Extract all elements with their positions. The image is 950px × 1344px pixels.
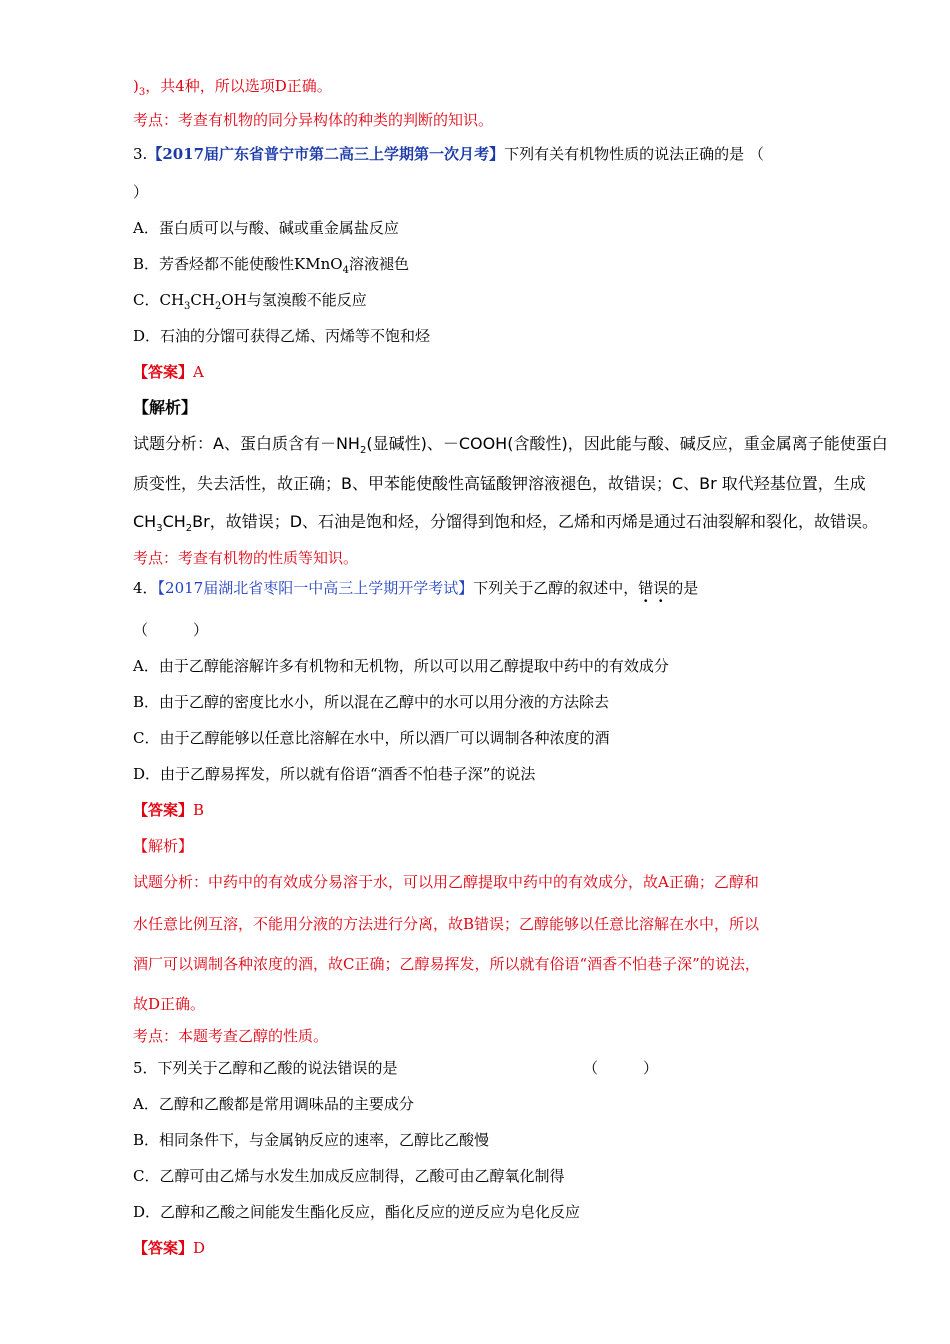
question-3-answer: [133, 362, 910, 382]
question-text: 5．下列关于乙醇和乙酸的说法错误的是: [133, 1059, 398, 1077]
question-5-option-d: D．乙醇和乙酸之间能发生酯化反应，酯化反应的逆反应为皂化反应: [133, 1203, 581, 1221]
subscript: 3: [184, 301, 191, 312]
question-text: 下列关于乙醇的叙述中，: [473, 579, 639, 597]
text-fragment: ): [133, 77, 139, 95]
question-4-paren: （ ）: [133, 621, 209, 639]
prev-answer-tail: [133, 76, 910, 103]
question-3-analysis-line-1: [133, 434, 910, 461]
answer-paren: （ ）: [583, 1059, 659, 1077]
question-3-analysis-line-3: [133, 512, 910, 539]
question-text: 下列有关有机物性质的说法正确的是 （: [504, 145, 764, 163]
question-number: 3.: [133, 145, 148, 163]
question-4-analysis-label: 【解析】: [133, 837, 194, 855]
question-4-answer: [133, 800, 910, 820]
text-fragment: CH: [162, 512, 186, 531]
question-3-option-d: D．石油的分馏可获得乙烯、丙烯等不饱和烃: [133, 327, 431, 345]
text-fragment: 溶液褪色: [348, 255, 409, 273]
question-4-analysis-line-4: 故D正确。: [133, 995, 206, 1013]
question-3-kaodian: 考点：考查有机物的性质等知识。: [133, 549, 359, 567]
subscript: 3: [156, 523, 163, 535]
question-4-kaodian: 考点：本题考查乙醇的性质。: [133, 1027, 329, 1045]
question-number: 4．: [133, 579, 158, 597]
subscript: 2: [359, 445, 367, 457]
question-3-analysis-line-2: 质变性，失去活性，故正确；B、甲苯能使酸性高锰酸钾溶液褪色，故错误；C、Br 取代羟基位置，生成: [133, 474, 866, 493]
question-4-analysis-line-1: 试题分析：中药中的有效成分易溶于水，可以用乙醇提取中药中的有效成分，故A正确；乙醇和: [133, 873, 759, 891]
text-fragment: ，共4种，所以选项D正确。: [145, 77, 332, 95]
question-4-option-d: D．由于乙醇易挥发，所以就有俗语“酒香不怕巷子深”的说法: [133, 765, 536, 783]
question-4-option-a: A．由于乙醇能溶解许多有机物和无机物，所以可以用乙醇提取中药中的有效成分: [133, 657, 669, 675]
question-4-stem: [133, 578, 910, 598]
question-5-answer: [133, 1238, 910, 1258]
question-5-option-c: C．乙醇可由乙烯与水发生加成反应制得，乙酸可由乙醇氧化制得: [133, 1167, 565, 1185]
subscript: 4: [342, 265, 349, 276]
question-3-paren: ）: [133, 183, 149, 201]
text-fragment: 试题分析：A、蛋白质含有－NH: [133, 434, 360, 453]
question-text: 的是: [668, 579, 699, 597]
text-fragment: CH: [133, 512, 157, 531]
question-5-stem: [133, 1058, 910, 1078]
question-4-analysis-line-2: 水任意比例互溶，不能用分液的方法进行分离，故B错误；乙醇能够以任意比溶解在水中，所以: [133, 915, 760, 933]
question-3-option-a: A．蛋白质可以与酸、碱或重金属盐反应: [133, 219, 399, 237]
question-4-option-c: C．由于乙醇能够以任意比溶解在水中，所以酒厂可以调制各种浓度的酒: [133, 729, 610, 747]
text-fragment: (显碱性)、－COOH(含酸性)，因此能与酸、碱反应，重金属离子能使蛋白: [366, 434, 888, 453]
question-4-analysis-line-3: 酒厂可以调制各种浓度的酒，故C正确；乙醇易挥发，所以就有俗语“酒香不怕巷子深”的说法，: [133, 955, 760, 973]
emphasis-char: 错: [638, 579, 654, 597]
question-3-option-b: [133, 254, 910, 281]
kaodian-prev: 考点：考查有机物的同分异构体的种类的判断的知识。: [133, 111, 494, 129]
emphasis-char: 误: [653, 579, 669, 597]
answer-value: B: [193, 801, 205, 819]
question-3-stem: [133, 144, 910, 164]
text-fragment: Br，故错误；D、石油是饱和烃，分馏得到饱和烃，乙烯和丙烯是通过石油裂解和裂化，故错误。: [192, 512, 879, 531]
subscript: 3: [138, 87, 146, 98]
answer-label: 【答案】: [133, 363, 194, 381]
question-source: 【2017届广东省普宁市第二高三上学期第一次月考】: [147, 145, 505, 163]
text-fragment: C．CH: [133, 291, 185, 309]
subscript: 2: [185, 523, 193, 535]
answer-label: 【答案】: [133, 801, 194, 819]
text-fragment: B．芳香烃都不能使酸性KMnO: [133, 255, 343, 273]
question-3-option-c: [133, 290, 910, 317]
answer-label: 【答案】: [133, 1239, 194, 1257]
question-source: 【2017届湖北省枣阳一中高三上学期开学考试】: [157, 579, 474, 597]
question-3-analysis-label: 【解析】: [133, 398, 198, 417]
text-fragment: CH: [190, 291, 215, 309]
question-5-option-b: B．相同条件下，与金属钠反应的速率，乙醇比乙酸慢: [133, 1131, 490, 1149]
question-5-option-a: A．乙醇和乙酸都是常用调味品的主要成分: [133, 1095, 414, 1113]
question-4-option-b: B．由于乙醇的密度比水小，所以混在乙醇中的水可以用分液的方法除去: [133, 693, 610, 711]
answer-value: D: [193, 1239, 206, 1257]
subscript: 2: [214, 301, 222, 312]
text-fragment: OH与氢溴酸不能反应: [221, 291, 367, 309]
answer-value: A: [193, 363, 204, 381]
